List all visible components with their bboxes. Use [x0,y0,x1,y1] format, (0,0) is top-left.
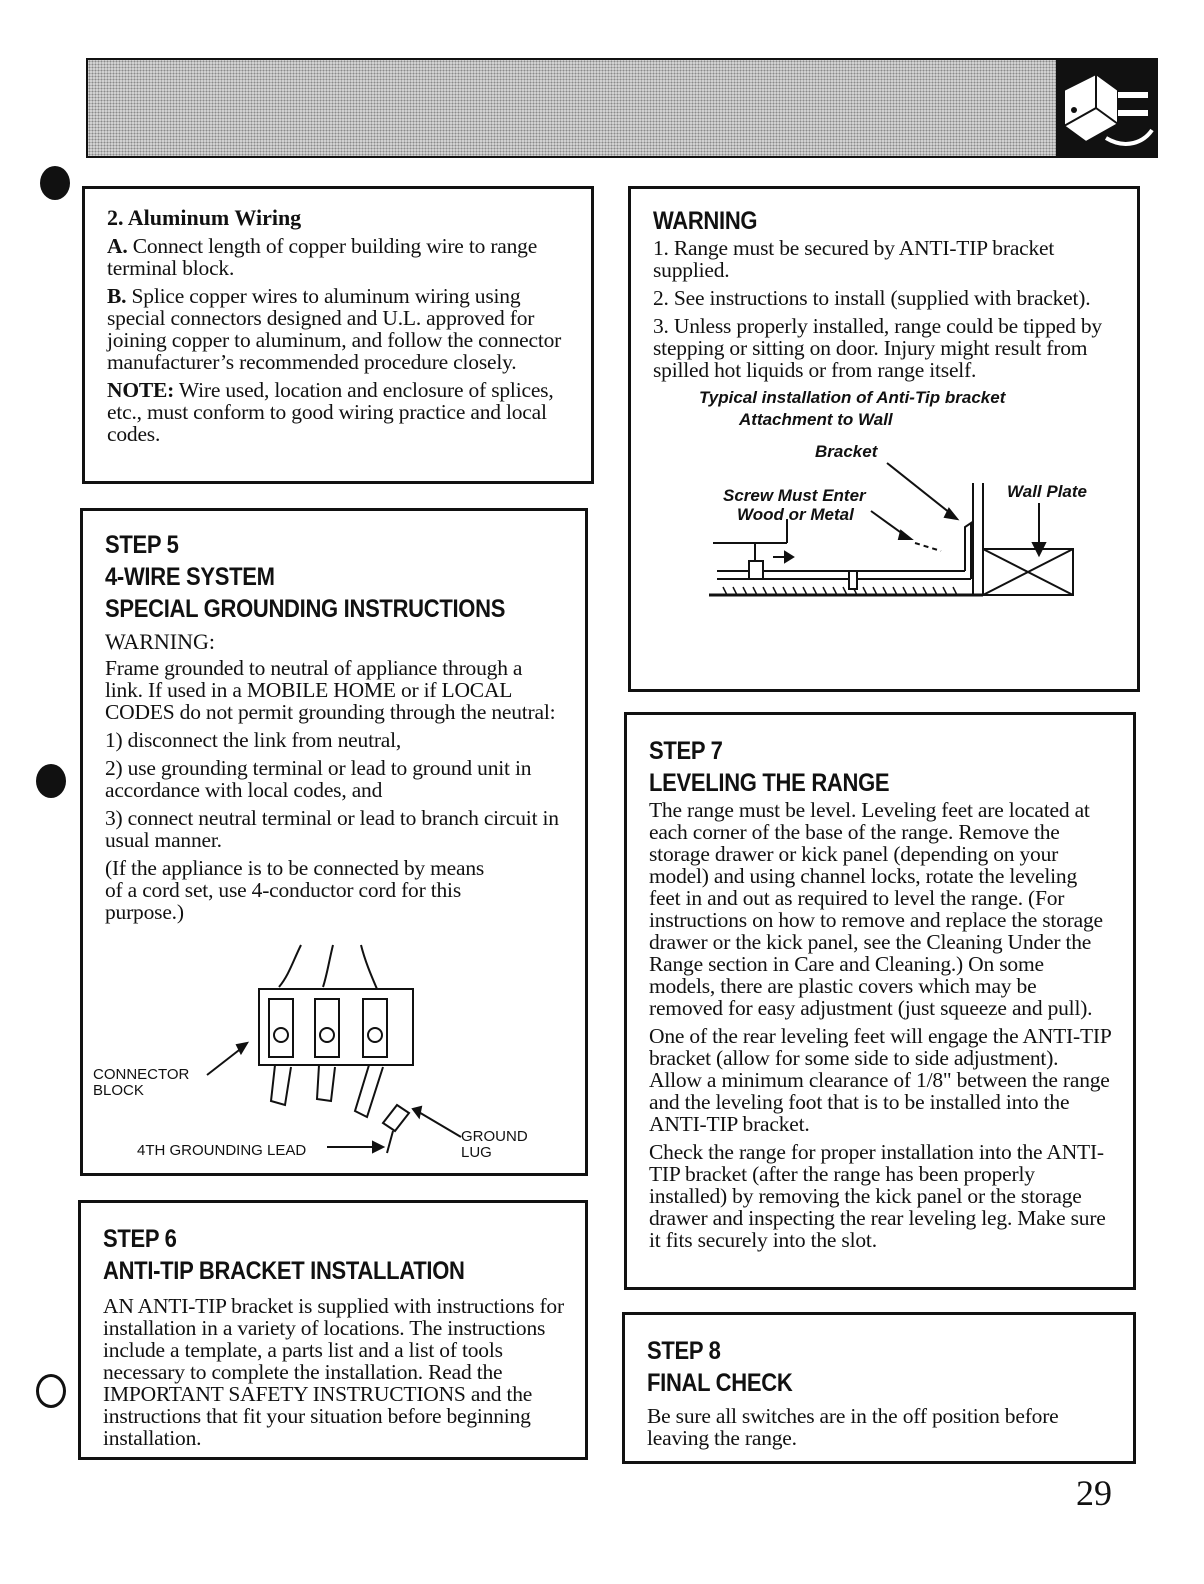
anti-tip-drawing [653,431,1123,601]
label-connector-line2: BLOCK [93,1082,144,1099]
anti-tip-diagram [653,431,1123,601]
aluminum-title: 2. Aluminum Wiring [107,205,302,230]
step5-title1: 4-WIRE SYSTEM [105,562,275,591]
punch-hole-top [40,166,70,200]
page-number: 29 [1076,1473,1112,1513]
step8-label: STEP 8 [647,1336,721,1365]
diagram-caption-1: Typical installation of Anti-Tip bracket [699,388,1006,407]
step5-step-3: 3) connect neutral terminal or lead to branch circuit in usual manner. [105,806,559,852]
step8-title: FINAL CHECK [647,1368,793,1397]
punch-hole-middle [36,764,66,798]
header-banner [86,58,1158,158]
connector-diagram [83,941,583,1171]
step8-text: Be sure all switches are in the off position before leaving the range. [647,1404,1059,1450]
step5-step-2: 2) use grounding terminal or lead to ground unit in accordance with local codes, and [105,756,532,802]
label-screw-line1: Screw Must Enter [723,486,866,505]
warning-item-2: 2. See instructions to install (supplied with bracket). [653,286,1091,310]
label-bracket: Bracket [815,442,878,461]
step7-title: LEVELING THE RANGE [649,768,890,797]
step5-label: STEP 5 [105,530,179,559]
label-connector-line1: CONNECTOR [93,1066,190,1083]
step8-box [622,1312,1136,1464]
step5-intro: Frame grounded to neutral of appliance through a link. If used in a MOBILE HOME or if LOCAL CODES do not permit grounding through the neutral: [105,656,556,724]
aluminum-step-b: B. Splice copper wires to aluminum wiring using special connectors designed and U.L. approved for joining copper to aluminum, and follow the connector manufacturer’s recommended procedure closely. [107,284,562,374]
label-ground-lug-line1: GROUND [461,1128,528,1145]
step7-label: STEP 7 [649,736,723,765]
warning-box [628,186,1140,692]
step7-box [624,712,1136,1290]
step6-label: STEP 6 [103,1224,177,1253]
step5-note: (If the appliance is to be connected by means of a cord set, use 4-conductor cord for this purpose.) [105,856,485,924]
aluminum-step-a: A. Connect length of copper building wire to range terminal block. [107,234,538,280]
diagram-caption-2: Attachment to Wall [739,410,893,429]
step5-step-1: 1) disconnect the link from neutral, [105,728,402,752]
step6-text: AN ANTI-TIP bracket is supplied with instructions for installation in a variety of locations. The instructions include a template, a parts list and a list of tools necessary to complete the installation. Read the IMPORTANT SAFETY INSTRUCTIONS and the instructions that fit your situation before beginning installation. [103,1294,564,1450]
punch-hole-bottom [36,1374,66,1408]
step5-warning-label: WARNING: [105,629,215,654]
label-wall-plate: Wall Plate [1007,482,1087,501]
step7-paragraph-3: Check the range for proper installation into the ANTI-TIP bracket (after the range has been properly installed) by removing the kick panel or the storage drawer and inspecting the rear leveling leg. Make sure it fits securely into the slot. [649,1140,1106,1252]
step7-paragraph-1: The range must be level. Leveling feet are located at each corner of the base of the range. Remove the storage drawer or kick panel (depending on your model) and using channel locks, rotate the leveling feet in and out as required to level the range. (For instructions on how to remove and replace the storage drawer or the kick panel, see the Cleaning Under the Range section in Care and Cleaning.) On some models, there are plastic covers which may be removed for easy adjustment (just squeeze and pull). [649,798,1103,1020]
step6-title: ANTI-TIP BRACKET INSTALLATION [103,1256,465,1285]
warning-item-1: 1. Range must be secured by ANTI-TIP bracket supplied. [653,236,1055,282]
label-grounding-lead: 4TH GROUNDING LEAD [137,1142,307,1159]
aluminum-wiring-box [82,186,594,484]
step6-box [78,1200,588,1460]
step5-title2: SPECIAL GROUNDING INSTRUCTIONS [105,594,506,623]
plug-icon [1056,60,1156,156]
aluminum-note: NOTE: Wire used, location and enclosure of splices, etc., must conform to good wiring practice and local codes. [107,378,554,446]
warning-item-3: 3. Unless properly installed, range could be tipped by stepping or sitting on door. Injury might result from spilled hot liquids or from range itself. [653,314,1102,382]
step7-paragraph-2: One of the rear leveling feet will engage the ANTI-TIP bracket (allow for some side to side adjustment). Allow a minimum clearance of 1/8" between the range and the leveling foot that is to be installed into the ANTI-TIP bracket. [649,1024,1111,1136]
warning-heading: WARNING [653,206,758,235]
label-screw-line2: Wood or Metal [737,505,854,524]
label-ground-lug-line2: LUG [461,1144,492,1161]
step5-box [80,508,588,1176]
